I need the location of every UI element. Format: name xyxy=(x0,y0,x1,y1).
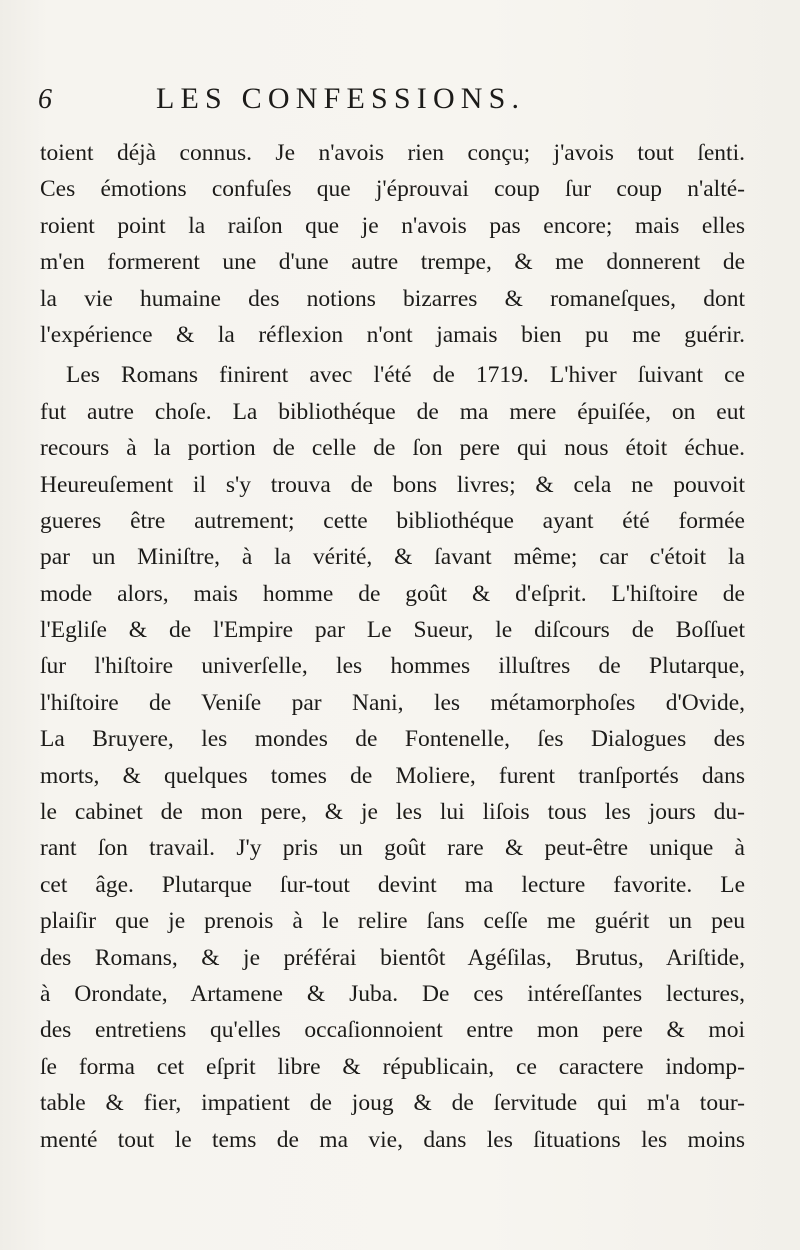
text-line: fut autre choſe. La bibliothéque de ma mere épuiſée, on eut xyxy=(40,398,745,425)
text-line: l'hiſtoire de Veniſe par Nani, les métamorphoſes d'Ovide, xyxy=(40,689,745,716)
text-line: cet âge. Plutarque ſur-tout devint ma lecture favorite. Le xyxy=(40,871,745,898)
text-line: des entretiens qu'elles occaſionnoient entre mon pere & moi xyxy=(40,1017,745,1044)
text-line: Heureuſement il s'y trouva de bons livres; & cela ne pouvoit xyxy=(40,471,745,498)
text-line: le cabinet de mon pere, & je les lui liſois tous les jours du- xyxy=(40,799,745,826)
text-line: La Bruyere, les mondes de Fontenelle, ſes Dialogues des xyxy=(40,726,745,753)
text-line: l'Egliſe & de l'Empire par Le Sueur, le diſcours de Boſſuet xyxy=(40,617,745,644)
text-line: la vie humaine des notions bizarres & romaneſques, dont xyxy=(40,285,745,312)
text-line: ſe forma cet eſprit libre & républicain, ce caractere indomp- xyxy=(40,1053,745,1080)
text-line: m'en formerent une d'une autre trempe, & me donnerent de xyxy=(40,249,745,276)
text-line: plaiſir que je prenois à le relire ſans ceſſe me guérit un peu xyxy=(40,908,745,935)
text-line: gueres être autrement; cette bibliothéque ayant été formée xyxy=(40,507,745,534)
page-header xyxy=(38,78,753,122)
paragraph-1 xyxy=(40,135,745,353)
text-line: Ces émotions confuſes que j'éprouvai coup ſur coup n'alté- xyxy=(40,176,745,203)
text-line: table & fier, impatient de joug & de ſervitude qui m'a tour- xyxy=(40,1090,745,1117)
text-line: à Orondate, Artamene & Juba. De ces intéreſſantes lectures, xyxy=(40,980,745,1007)
text-line: Les Romans finirent avec l'été de 1719. L'hiver ſuivant ce xyxy=(66,362,745,389)
text-line: roient point la raiſon que je n'avois pas encore; mais elles xyxy=(40,212,745,239)
text-line: menté tout le tems de ma vie, dans les ſituations les moins xyxy=(40,1126,745,1153)
text-line: morts, & quelques tomes de Moliere, furent tranſportés dans xyxy=(40,762,745,789)
text-line: toient déjà connus. Je n'avois rien conçu; j'avois tout ſenti. xyxy=(40,140,745,166)
text-line: mode alors, mais homme de goût & d'eſprit. L'hiſtoire de xyxy=(40,580,745,607)
paragraph-2 xyxy=(40,357,745,1158)
text-line: ſur l'hiſtoire univerſelle, les hommes illuſtres de Plutarque, xyxy=(40,653,745,680)
text-line: l'expérience & la réflexion n'ont jamais bien pu me guérir. xyxy=(40,321,745,348)
running-title: LES CONFESSIONS. xyxy=(156,82,526,115)
body-text xyxy=(40,135,745,1158)
page-number: 6 xyxy=(38,84,52,115)
text-line: des Romans, & je préférai bientôt Agéſilas, Brutus, Ariſtide, xyxy=(40,944,745,971)
text-line: recours à la portion de celle de ſon pere qui nous étoit échue. xyxy=(40,435,745,462)
text-line: par un Miniſtre, à la vérité, & ſavant même; car c'étoit la xyxy=(40,544,745,571)
text-line: rant ſon travail. J'y pris un goût rare & peut-être unique à xyxy=(40,835,745,862)
